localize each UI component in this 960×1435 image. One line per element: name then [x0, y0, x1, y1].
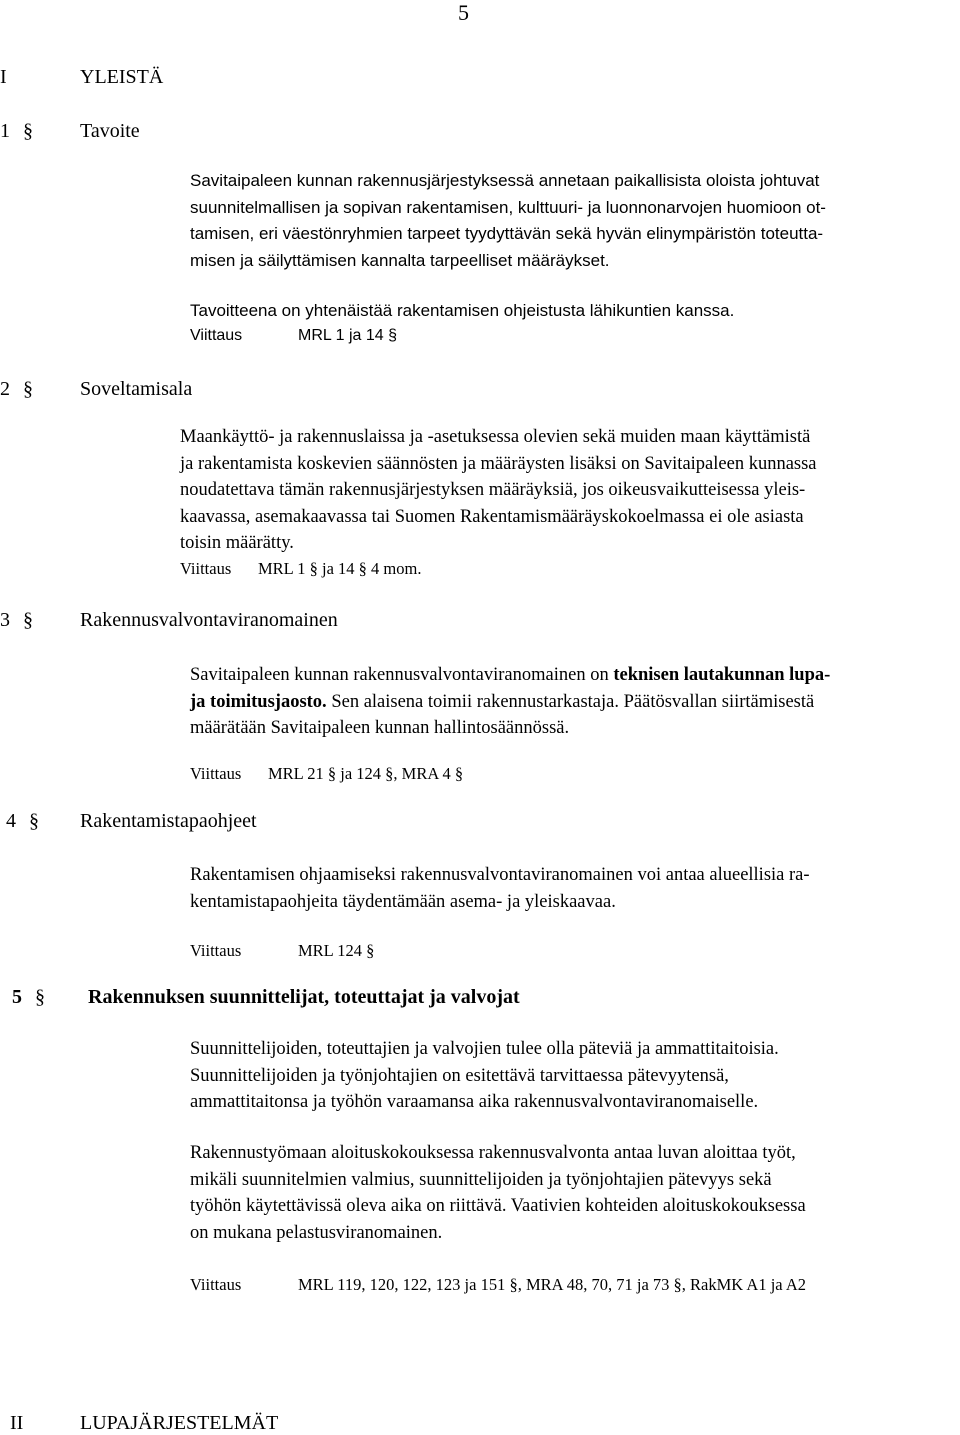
text-line — [190, 689, 960, 716]
text-line: on mukana pelastusviranomainen. — [190, 1222, 443, 1243]
text-line: mikäli suunnitelmien valmius, suunnittelijoiden ja työnjohtajien pätevyys sekä — [190, 1169, 772, 1190]
text-line: kaavassa, asemakaavassa tai Suomen Rakentamismääräyskokoelmassa ei ole asiasta — [180, 506, 804, 527]
text-span: määrätään Savitaipaleen kunnan hallintosäännössä. — [190, 718, 570, 738]
section-5-paragraph-2 — [190, 1140, 960, 1246]
text-line: Maankäyttö- ja rakennuslaissa ja -asetuksessa olevien sekä muiden maan käyttämistä — [180, 427, 811, 447]
text-line: työhön käytettävissä oleva aika on riittävä. Vaativien kohteiden aloituskokouksessa — [190, 1196, 806, 1216]
section-3-reference — [190, 764, 464, 784]
section-symbol: § — [29, 810, 39, 832]
section-4-heading — [6, 810, 257, 833]
section-1-title: Tavoite — [80, 120, 140, 142]
bold-text: teknisen lautakunnan lupa- — [613, 665, 831, 685]
next-chapter-number: II — [10, 1412, 24, 1434]
section-5-paragraph-1 — [190, 1036, 960, 1116]
section-2-heading — [0, 378, 193, 401]
text-line: suunnitelmallisen ja sopivan rakentamisen, kulttuuri- ja luonnonarvojen huomioon ot- — [190, 197, 826, 217]
section-symbol: § — [23, 378, 33, 400]
text-line — [190, 662, 960, 689]
section-1-paragraph-1 — [190, 168, 960, 274]
reference-value: MRL 1 ja 14 § — [298, 327, 398, 344]
section-2-title: Soveltamisala — [80, 378, 193, 400]
section-5-heading — [12, 986, 520, 1009]
text-line: Tavoitteena on yhtenäistää rakentamisen ohjeistusta lähikuntien kanssa. — [190, 301, 735, 320]
section-1-paragraph-2 — [190, 298, 960, 325]
reference-value: MRL 1 § ja 14 § 4 mom. — [258, 559, 422, 578]
section-3-number: 3 — [0, 609, 10, 631]
text-line: toisin määrätty. — [180, 533, 294, 553]
text-line: Savitaipaleen kunnan rakennusjärjestyksessä annetaan paikallisista oloista johtuvat — [190, 171, 820, 190]
bold-text: ja toimitusjaosto. — [190, 691, 327, 712]
section-symbol: § — [23, 120, 33, 142]
text-line: Suunnittelijoiden ja työnjohtajien on esitettävä tarvittaessa pätevyytensä, — [190, 1065, 729, 1086]
section-3-heading — [0, 609, 338, 632]
text-line: noudatettava tämän rakennusjärjestyksen määräyksiä, jos oikeusvaikutteisessa yleis- — [180, 480, 806, 500]
text-line: misen ja säilyttämisen kannalta tarpeelliset määräykset. — [190, 250, 610, 270]
reference-label: Viittaus — [190, 1275, 242, 1294]
section-2-paragraph-1 — [180, 424, 960, 557]
section-5-title: Rakennuksen suunnittelijat, toteuttajat ja valvojat — [88, 986, 520, 1008]
reference-label: Viittaus — [190, 941, 242, 960]
section-4-number: 4 — [6, 810, 16, 832]
text-line: ammattitaitonsa ja työhön varaamansa aika rakennusvalvontaviranomaiselle. — [190, 1092, 759, 1112]
reference-label: Viittaus — [190, 327, 243, 344]
text-line: ja rakentamista koskevien säännösten ja määräysten lisäksi on Savitaipaleen kunnassa — [180, 453, 817, 474]
chapter-title: YLEISTÄ — [80, 66, 164, 88]
reference-value: MRL 124 § — [298, 941, 375, 960]
reference-label: Viittaus — [190, 764, 242, 783]
reference-value: MRL 21 § ja 124 §, MRA 4 § — [268, 764, 464, 783]
text-line: Rakentamisen ohjaamiseksi rakennusvalvontaviranomainen voi antaa alueellisia ra- — [190, 865, 810, 885]
section-symbol: § — [23, 609, 33, 631]
text-span: Savitaipaleen kunnan rakennusvalvontaviranomainen on — [190, 665, 614, 685]
section-4-reference — [190, 941, 375, 961]
section-5-number: 5 — [12, 986, 22, 1008]
reference-value: MRL 119, 120, 122, 123 ja 151 §, MRA 48, 70, 71 ja 73 §, RakMK A1 ja A2 — [298, 1275, 806, 1294]
text-line: Rakennustyömaan aloituskokouksessa rakennusvalvonta antaa luvan aloittaa työt, — [190, 1143, 796, 1163]
section-5-reference — [190, 1275, 806, 1295]
section-4-paragraph-1 — [190, 862, 960, 915]
section-symbol: § — [35, 986, 45, 1008]
section-1-heading — [0, 120, 140, 143]
section-1-reference — [190, 327, 398, 345]
section-2-number: 2 — [0, 378, 10, 400]
section-2-reference — [180, 559, 422, 579]
page-number: 5 — [458, 0, 469, 25]
text-line — [190, 715, 960, 742]
text-span: Sen alaisena toimii rakennustarkastaja. Päätösvallan siirtämisestä — [326, 691, 815, 712]
reference-label: Viittaus — [180, 559, 232, 578]
section-3-title: Rakennusvalvontaviranomainen — [80, 609, 338, 631]
section-1-number: 1 — [0, 120, 10, 142]
section-4-title: Rakentamistapaohjeet — [80, 810, 257, 832]
section-3-paragraph-1 — [190, 662, 960, 742]
text-line: tamisen, eri väestönryhmien tarpeet tyydyttävän sekä hyvän elinympäristön toteutta- — [190, 224, 824, 243]
text-line: Suunnittelijoiden, toteuttajien ja valvojien tulee olla päteviä ja ammattitaitoisia. — [190, 1039, 779, 1059]
next-chapter-title: LUPAJÄRJESTELMÄT — [80, 1412, 279, 1434]
chapter-number: I — [0, 66, 7, 88]
text-line: kentamistapaohjeita täydentämään asema- ja yleiskaavaa. — [190, 891, 616, 912]
